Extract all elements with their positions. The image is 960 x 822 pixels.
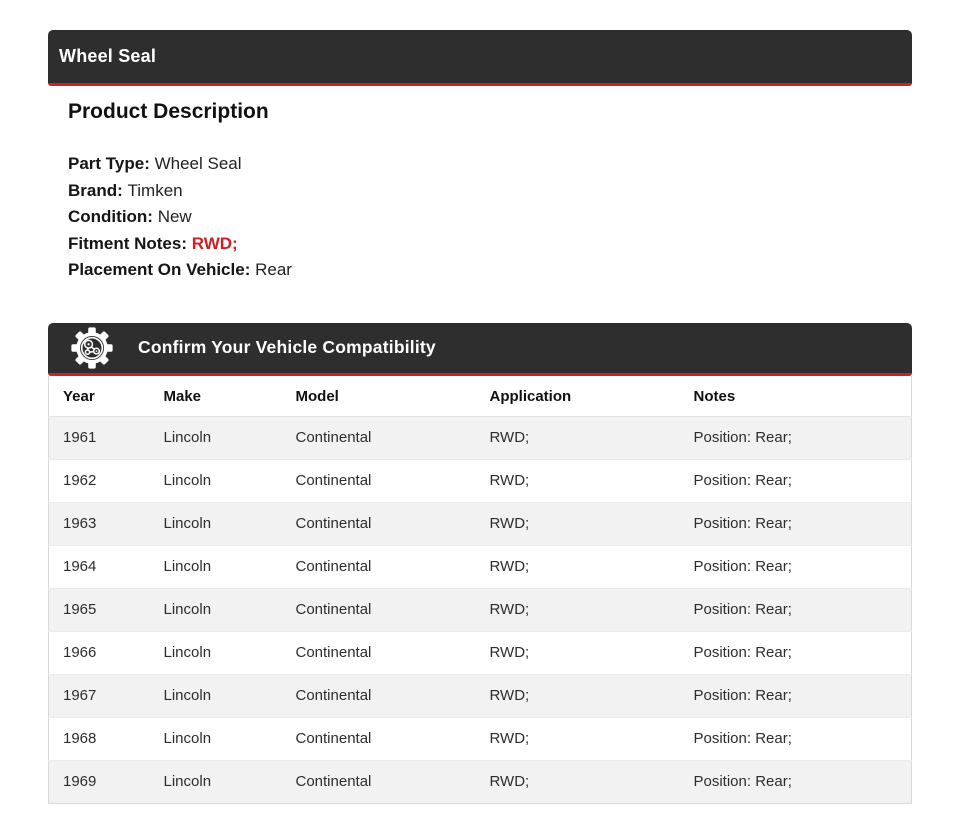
- cell-make: Lincoln: [150, 502, 282, 545]
- field-label: Part Type:: [68, 154, 150, 173]
- field-label: Condition:: [68, 207, 153, 226]
- cell-notes: Position: Rear;: [680, 588, 912, 631]
- table-row: [49, 545, 912, 588]
- cell-make: Lincoln: [150, 588, 282, 631]
- cell-year: 1967: [49, 674, 150, 717]
- compatibility-table: [48, 376, 912, 804]
- cell-notes: Position: Rear;: [680, 674, 912, 717]
- field-value: New: [152, 207, 192, 226]
- product-field: [68, 204, 912, 231]
- cell-application: RWD;: [476, 588, 680, 631]
- cell-notes: Position: Rear;: [693, 773, 792, 790]
- column-header-model: Model: [282, 376, 476, 417]
- compatibility-table-body: [49, 416, 912, 803]
- cell-application: RWD;: [476, 545, 680, 588]
- cell-make: Lincoln: [150, 545, 282, 588]
- cell-application: RWD;: [476, 717, 680, 760]
- cell-notes: Position: Rear;: [680, 502, 912, 545]
- cell-application: RWD;: [476, 674, 680, 717]
- cell-model: Continental: [282, 502, 476, 545]
- gear-mechanism-icon: [70, 326, 114, 370]
- table-row: [49, 717, 912, 760]
- cell-year: 1968: [49, 717, 150, 760]
- cell-application: RWD;: [489, 773, 530, 790]
- cell-notes: Position: Rear;: [680, 459, 912, 502]
- table-row: [49, 631, 912, 674]
- field-value: Timken: [122, 180, 183, 200]
- cell-year: 1961: [49, 416, 150, 459]
- cell-notes: Position: Rear;: [680, 416, 912, 459]
- product-field: [68, 151, 912, 178]
- field-value: Wheel Seal: [149, 154, 242, 173]
- cell-make: Lincoln: [150, 459, 282, 502]
- product-description-heading: Product Description: [68, 100, 269, 123]
- table-row: [49, 459, 912, 502]
- cell-year: 1964: [49, 545, 150, 588]
- table-row: [49, 588, 912, 631]
- product-fields: [68, 151, 912, 284]
- cell-application: RWD;: [476, 416, 680, 459]
- cell-year: 1963: [49, 502, 150, 545]
- cell-model: Continental: [282, 459, 476, 502]
- table-row: [49, 416, 912, 459]
- cell-application: RWD;: [476, 459, 680, 502]
- table-row: [49, 502, 912, 545]
- column-header-notes: Notes: [680, 376, 912, 417]
- cell-year: 1962: [49, 459, 150, 502]
- cell-year: 1966: [49, 631, 150, 674]
- column-header-year: Year: [49, 376, 150, 417]
- cell-model: Continental: [282, 588, 476, 631]
- table-row: [49, 674, 912, 717]
- cell-application: RWD;: [476, 502, 680, 545]
- field-label: Fitment Notes:: [68, 233, 187, 253]
- field-label: Placement On Vehicle:: [68, 260, 251, 279]
- cell-make: Lincoln: [150, 674, 282, 717]
- cell-make: Lincoln: [150, 631, 282, 674]
- cell-model: Continental: [282, 674, 476, 717]
- cell-model: Continental: [282, 717, 476, 760]
- product-title-bar: [48, 30, 912, 86]
- product-field: [68, 257, 912, 284]
- compatibility-heading: Confirm Your Vehicle Compatibility: [138, 337, 436, 357]
- product-field: [68, 231, 912, 258]
- field-value: RWD;: [187, 233, 238, 253]
- cell-year: 1965: [49, 588, 150, 631]
- table-row: [49, 760, 912, 803]
- cell-application: RWD;: [476, 631, 680, 674]
- column-header-make: Make: [150, 376, 282, 417]
- cell-make: Lincoln: [150, 416, 282, 459]
- cell-make: Lincoln: [163, 773, 212, 790]
- cell-make: Lincoln: [150, 717, 282, 760]
- cell-model: Continental: [282, 416, 476, 459]
- cell-model: Continental: [282, 545, 476, 588]
- compatibility-header-bar: [48, 323, 912, 376]
- cell-model: Continental: [295, 773, 372, 790]
- cell-notes: Position: Rear;: [680, 717, 912, 760]
- cell-notes: Position: Rear;: [680, 545, 912, 588]
- column-header-application: Application: [476, 376, 680, 417]
- cell-year: 1969: [63, 773, 97, 790]
- field-label: Brand:: [68, 180, 123, 200]
- table-header-row: [49, 376, 912, 417]
- cell-notes: Position: Rear;: [680, 631, 912, 674]
- product-title: Wheel Seal: [59, 46, 157, 66]
- field-value: Rear: [250, 260, 292, 279]
- product-field: [68, 178, 912, 205]
- product-description-section: [48, 100, 912, 284]
- cell-model: Continental: [282, 631, 476, 674]
